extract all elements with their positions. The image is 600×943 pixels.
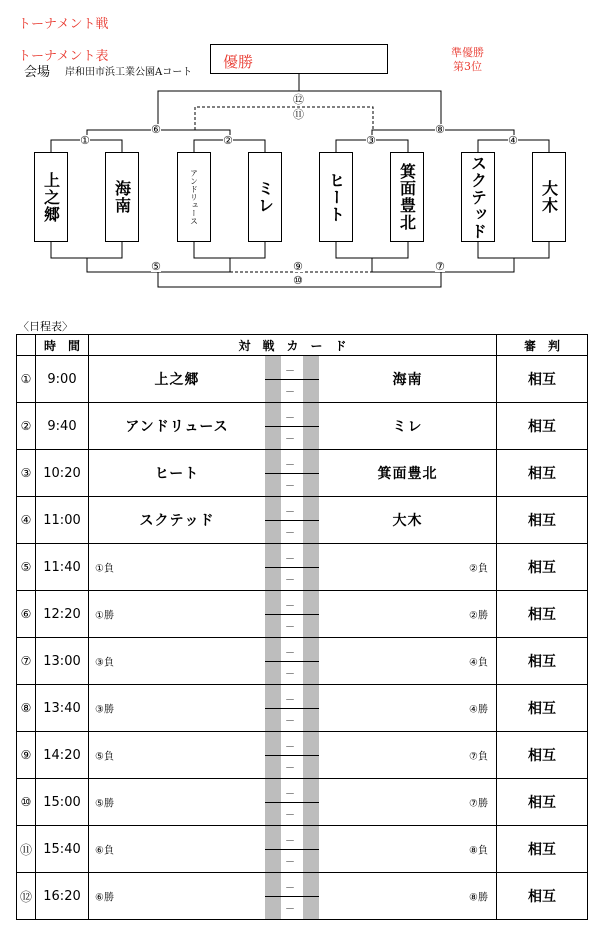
match-number: ① [17, 356, 36, 403]
team-box: 上之郷 [34, 152, 68, 242]
score-dash-top: － [285, 413, 295, 424]
match-number: ⑫ [17, 873, 36, 920]
match-number-5: ⑤ [151, 260, 161, 273]
left-team-ref: ⑥勝 [95, 892, 114, 904]
header-card: 対 戦 カ ー ド [89, 335, 497, 356]
match-number: ③ [17, 450, 36, 497]
score-dash-top: － [285, 554, 295, 565]
card-divider [265, 567, 319, 568]
table-row [17, 591, 588, 638]
match-number: ④ [17, 497, 36, 544]
team-box: スクテッド [461, 152, 495, 242]
match-card [89, 497, 497, 544]
left-team-ref: ③負 [95, 657, 114, 669]
match-number: ⑥ [17, 591, 36, 638]
match-card [89, 356, 497, 403]
score-dash-top: － [285, 742, 295, 753]
match-card [89, 779, 497, 826]
match-time: 12:20 [36, 591, 89, 638]
match-number-3: ③ [366, 134, 376, 147]
table-row [17, 873, 588, 920]
match-time: 9:00 [36, 356, 89, 403]
match-number-10: ⑩ [293, 274, 303, 287]
right-team-ref: ⑧勝 [469, 892, 488, 904]
match-referee: 相互 [497, 779, 588, 826]
score-dash-bottom: － [285, 575, 295, 586]
match-referee: 相互 [497, 356, 588, 403]
match-number: ⑧ [17, 685, 36, 732]
table-row [17, 685, 588, 732]
score-dash-top: － [285, 648, 295, 659]
score-dash-bottom: － [285, 810, 295, 821]
score-dash-bottom: － [285, 669, 295, 680]
match-number-2: ② [223, 134, 233, 147]
match-number-8: ⑧ [435, 123, 445, 136]
score-dash-bottom: － [285, 387, 295, 398]
score-dash-bottom: － [285, 434, 295, 445]
right-team: 海南 [392, 372, 423, 388]
bracket-lines [0, 0, 600, 300]
card-divider [265, 849, 319, 850]
match-card [89, 873, 497, 920]
left-team: スクテッド [139, 513, 215, 529]
table-row [17, 638, 588, 685]
match-referee: 相互 [497, 826, 588, 873]
match-number: ⑪ [17, 826, 36, 873]
right-team-ref: ④負 [469, 657, 488, 669]
team-box: ミレ [248, 152, 282, 242]
right-team-ref: ⑧負 [469, 845, 488, 857]
match-time: 10:20 [36, 450, 89, 497]
champion-label: 優勝 [223, 53, 254, 71]
left-team-ref: ③勝 [95, 704, 114, 716]
table-row [17, 826, 588, 873]
match-number: ⑦ [17, 638, 36, 685]
left-team: アンドリュース [125, 419, 229, 435]
venue-name: 岸和田市浜工業公園Aコート [65, 67, 193, 78]
card-divider [265, 614, 319, 615]
header-referee: 審 判 [497, 335, 588, 356]
match-referee: 相互 [497, 591, 588, 638]
right-team-ref: ⑦勝 [469, 798, 488, 810]
match-number: ⑤ [17, 544, 36, 591]
right-team-ref: ④勝 [469, 704, 488, 716]
card-divider [265, 708, 319, 709]
card-divider [265, 661, 319, 662]
score-dash-top: － [285, 460, 295, 471]
match-time: 15:40 [36, 826, 89, 873]
card-divider [265, 520, 319, 521]
left-team-ref: ⑤勝 [95, 798, 114, 810]
left-team-ref: ①勝 [95, 610, 114, 622]
score-dash-bottom: － [285, 622, 295, 633]
team-box: ヒート [319, 152, 353, 242]
match-number: ⑩ [17, 779, 36, 826]
card-divider [265, 802, 319, 803]
match-referee: 相互 [497, 638, 588, 685]
left-team: ヒート [154, 466, 200, 482]
left-team: 上之郷 [154, 372, 200, 388]
right-team-ref: ⑦負 [469, 751, 488, 763]
match-number-11: ⑪ [293, 108, 304, 121]
table-row [17, 356, 588, 403]
match-time: 14:20 [36, 732, 89, 779]
schedule-header-row [17, 335, 588, 356]
match-card [89, 450, 497, 497]
match-time: 9:40 [36, 403, 89, 450]
table-row [17, 450, 588, 497]
header-time: 時 間 [36, 335, 89, 356]
match-referee: 相互 [497, 873, 588, 920]
score-dash-top: － [285, 883, 295, 894]
match-card [89, 826, 497, 873]
match-card [89, 732, 497, 779]
left-team-ref: ⑥負 [95, 845, 114, 857]
match-referee: 相互 [497, 544, 588, 591]
table-row [17, 544, 588, 591]
bracket-title: トーナメント表 [18, 49, 109, 64]
team-box: アンドリュース [177, 152, 211, 242]
header-num [17, 335, 36, 356]
score-dash-bottom: － [285, 857, 295, 868]
score-dash-bottom: － [285, 481, 295, 492]
match-card [89, 403, 497, 450]
match-card [89, 591, 497, 638]
table-row [17, 403, 588, 450]
match-number-6: ⑥ [151, 123, 161, 136]
match-number-12: ⑫ [293, 93, 304, 106]
score-dash-bottom: － [285, 904, 295, 915]
right-team: 大木 [392, 513, 423, 529]
score-dash-bottom: － [285, 716, 295, 727]
match-time: 11:40 [36, 544, 89, 591]
score-dash-top: － [285, 836, 295, 847]
runner-up-label: 準優勝 [451, 46, 484, 59]
venue-label: 会場 [24, 65, 51, 80]
score-dash-bottom: － [285, 528, 295, 539]
match-time: 11:00 [36, 497, 89, 544]
right-team: 箕面豊北 [377, 466, 438, 482]
score-dash-top: － [285, 366, 295, 377]
team-box: 箕面豊北 [390, 152, 424, 242]
match-time: 15:00 [36, 779, 89, 826]
match-number-7: ⑦ [435, 260, 445, 273]
right-team: ミレ [392, 419, 423, 435]
match-referee: 相互 [497, 497, 588, 544]
schedule-table [16, 334, 588, 920]
match-time: 13:00 [36, 638, 89, 685]
left-team-ref: ⑤負 [95, 751, 114, 763]
score-dash-top: － [285, 601, 295, 612]
match-time: 16:20 [36, 873, 89, 920]
score-dash-top: － [285, 695, 295, 706]
schedule-label: 〈日程表〉 [18, 320, 73, 333]
card-divider [265, 379, 319, 380]
match-referee: 相互 [497, 403, 588, 450]
table-row [17, 732, 588, 779]
match-number: ⑨ [17, 732, 36, 779]
left-team-ref: ①負 [95, 563, 114, 575]
score-dash-top: － [285, 507, 295, 518]
card-divider [265, 896, 319, 897]
match-number-4: ④ [508, 134, 518, 147]
right-team-ref: ②勝 [469, 610, 488, 622]
card-divider [265, 426, 319, 427]
page-title: トーナメント戦 [18, 17, 109, 32]
card-divider [265, 755, 319, 756]
match-number-1: ① [80, 134, 90, 147]
match-time: 13:40 [36, 685, 89, 732]
match-referee: 相互 [497, 732, 588, 779]
match-number-9: ⑨ [293, 260, 303, 273]
match-card [89, 638, 497, 685]
match-referee: 相互 [497, 685, 588, 732]
table-row [17, 779, 588, 826]
table-row [17, 497, 588, 544]
card-divider [265, 473, 319, 474]
third-place-label: 第3位 [453, 60, 482, 73]
match-referee: 相互 [497, 450, 588, 497]
right-team-ref: ②負 [469, 563, 488, 575]
match-number: ② [17, 403, 36, 450]
team-box: 海南 [105, 152, 139, 242]
score-dash-top: － [285, 789, 295, 800]
match-card [89, 685, 497, 732]
score-dash-bottom: － [285, 763, 295, 774]
team-box: 大木 [532, 152, 566, 242]
match-card [89, 544, 497, 591]
